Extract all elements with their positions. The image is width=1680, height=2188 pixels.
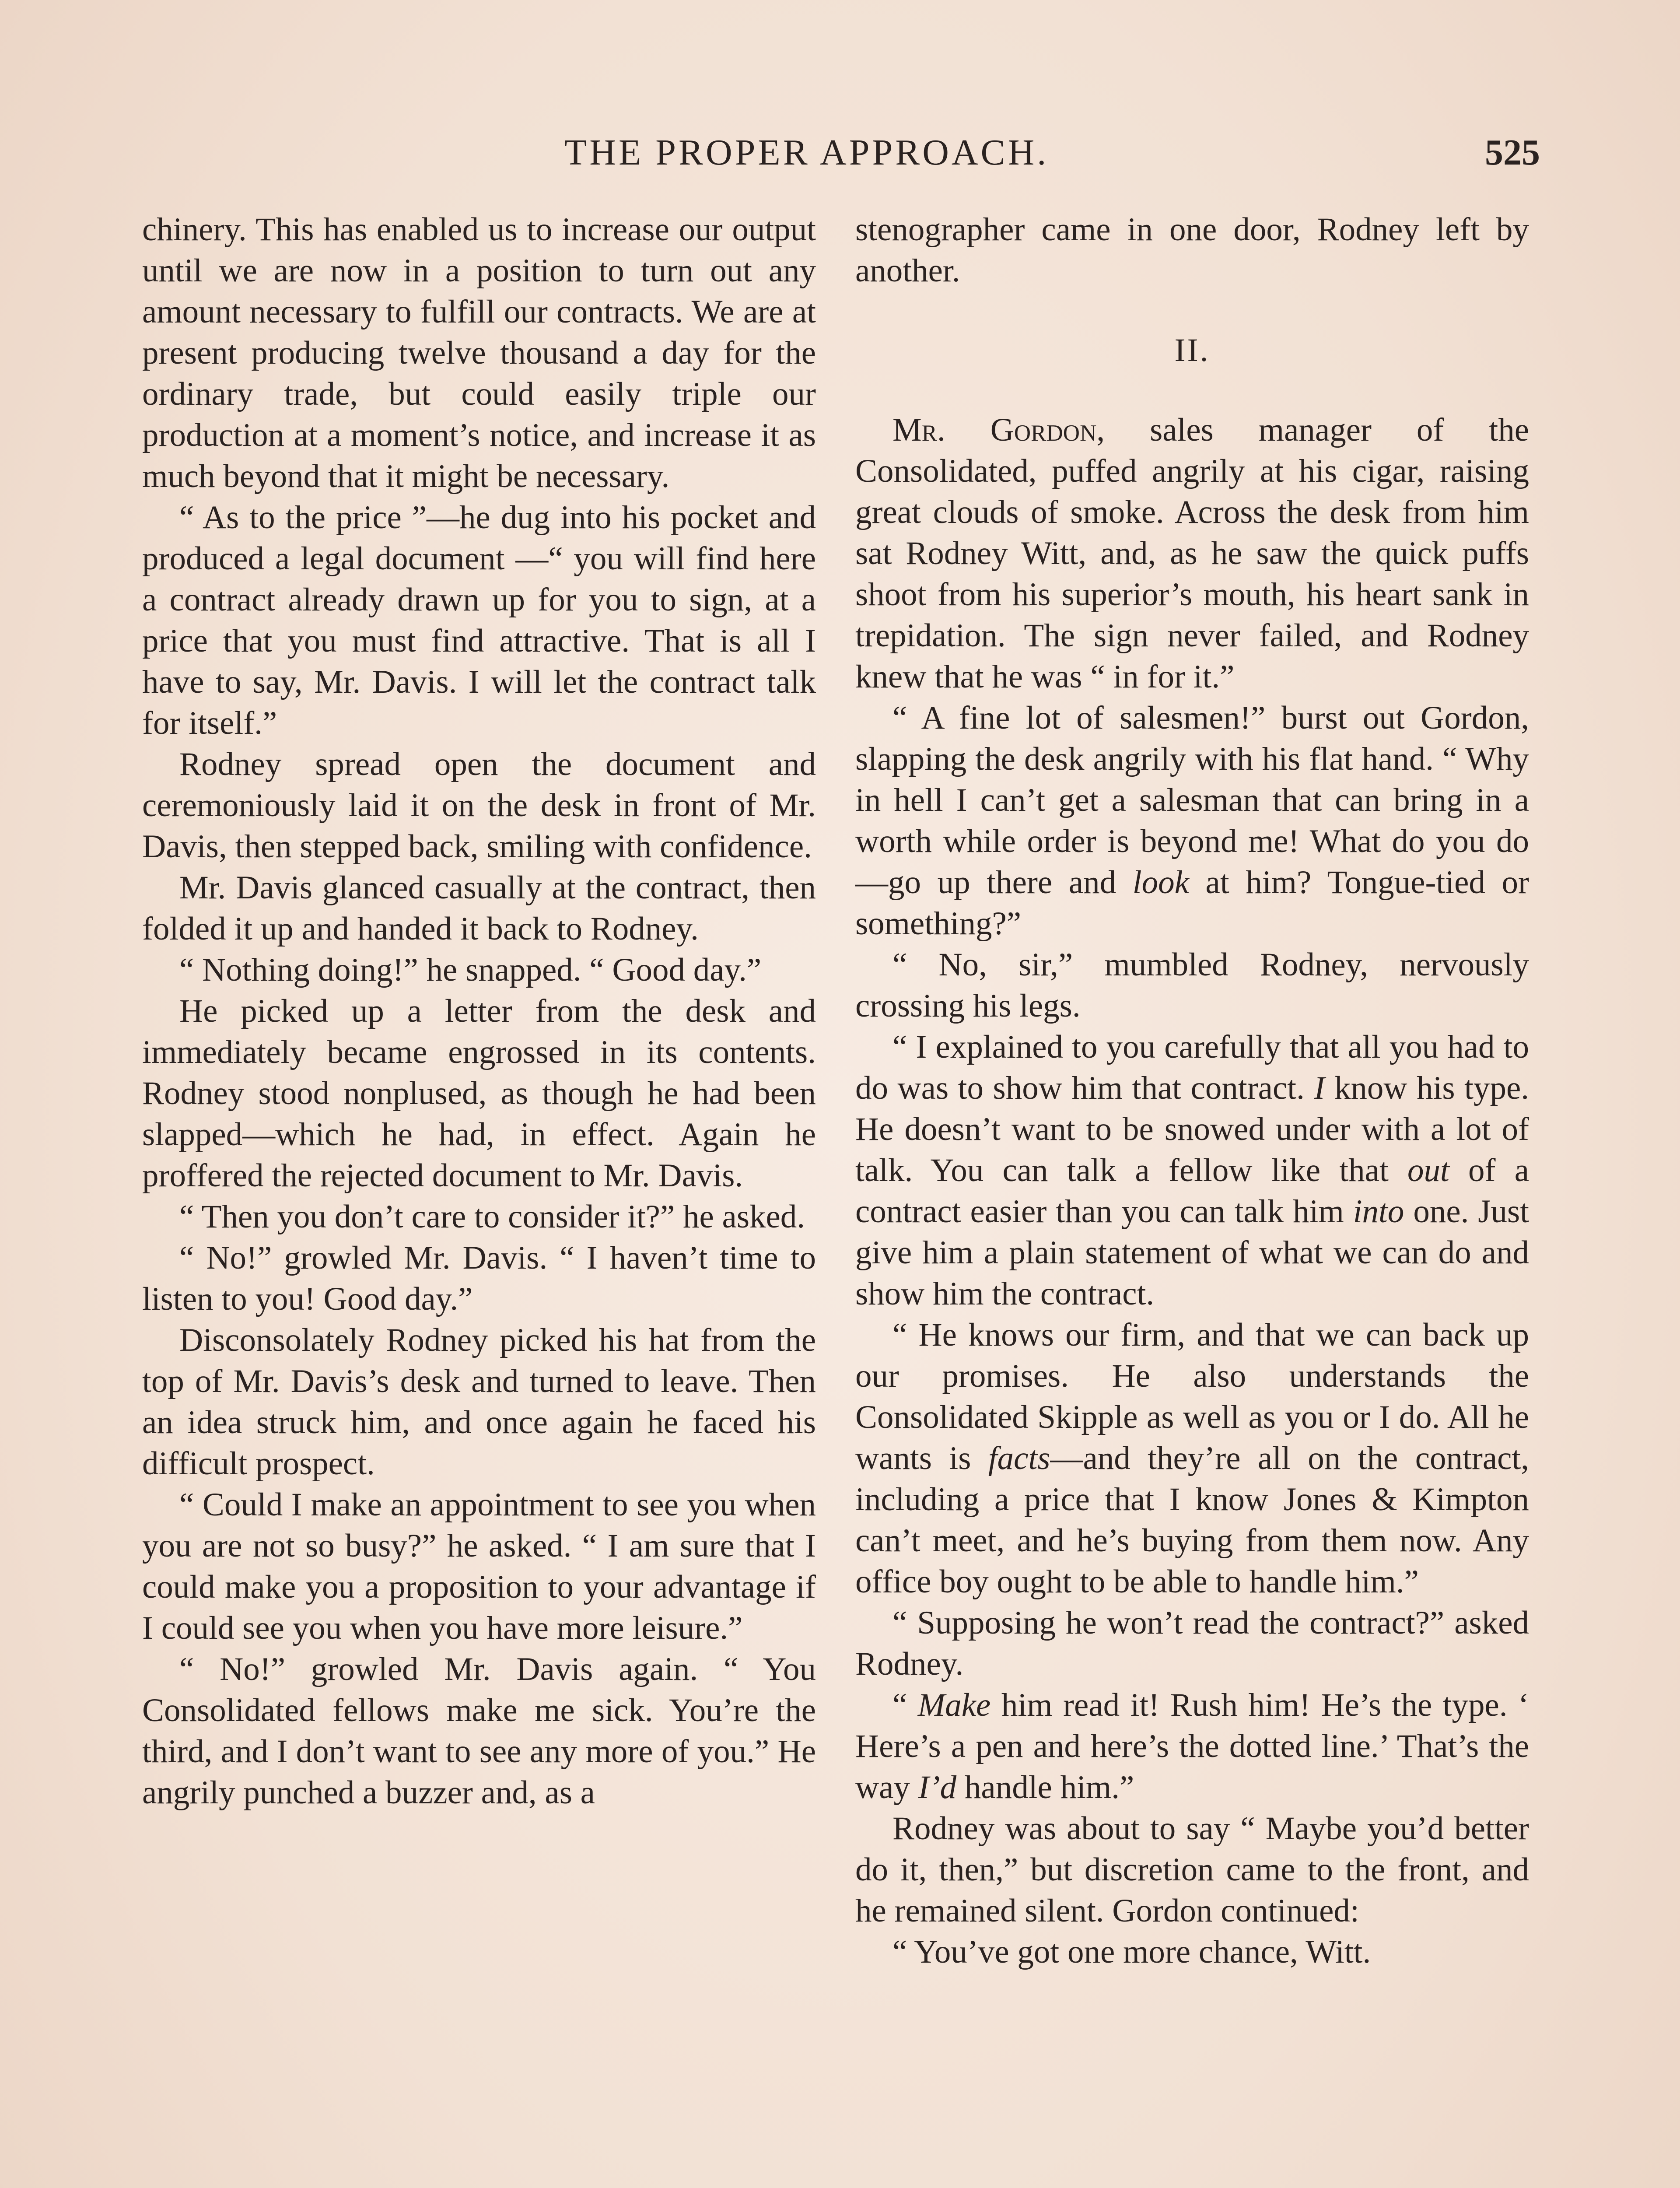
paragraph-text: —and they’re all on the contract, including a price that I know Jones & Kimpton can’t meet, and he’s buying from them now. Any office boy ought to be able to handle him.” [855, 1440, 1529, 1600]
paragraph-text: “ A fine lot of salesmen!” burst out Gordon, slapping the desk angrily with his flat hand. “ Why in hell I can’t get a salesman that can bring in a worth while order is beyond me! What do you do—go up there and [855, 700, 1529, 901]
paragraph-text: , sales manager of the Consolidated, puffed angrily at his cigar, raising great clouds of smoke. Across the desk from him sat Rodney Witt, and, as he saw the quick puffs shoot from his superior’s mouth, his heart sank in trepidation. The sign never failed, and Rodney knew that he was “ in for it.” [855, 412, 1529, 695]
paragraph [855, 1315, 1529, 1602]
emphasis: look [1132, 864, 1189, 901]
character-name: Mr. Gordon [892, 412, 1097, 448]
page-number: 525 [1485, 132, 1540, 173]
paragraph-text: “ I explained to you carefully that all you had to do was to show him that contract. [855, 1029, 1529, 1106]
paragraph: Disconsolately Rodney picked his hat from the top of Mr. Davis’s desk and turned to leave. Then an idea struck him, and once again he faced his difficult prospect. [142, 1322, 816, 1482]
paragraph-text: “ [892, 1687, 918, 1723]
paragraph: “ Nothing doing!” he snapped. “ Good day.” [179, 952, 762, 988]
paragraph: stenographer came in one door, Rodney left by another. [855, 211, 1529, 289]
paragraph: “ No!” growled Mr. Davis. “ I haven’t time to listen to you! Good day.” [142, 1240, 816, 1317]
paragraph-text: “ He knows our firm, and that we can back up our promises. He also understands the Consolidated Skipple as well as you or I do. All he wants is [855, 1317, 1529, 1476]
emphasis: out [1407, 1152, 1449, 1189]
emphasis: I [1314, 1070, 1325, 1106]
paragraph: “ Then you don’t care to consider it?” he asked. [179, 1199, 805, 1235]
paragraph: “ No, sir,” mumbled Rodney, nervously crossing his legs. [855, 947, 1529, 1024]
paragraph: chinery. This has enabled us to increase our output until we are now in a position to turn out any amount necessary to fulfill our contracts. We are at present producing twelve thousand a day for the ordinary trade, but could easily triple our production at a moment’s notice, and increase it as much beyond that it might be necessary. [142, 211, 816, 494]
paragraph: “ No!” growled Mr. Davis again. “ You Consolidated fellows make me sick. You’re the third, and I don’t want to see any more of you.” He angrily punched a buzzer and, as a [142, 1651, 816, 1811]
paragraph [855, 410, 1529, 698]
emphasis: facts [988, 1440, 1050, 1476]
paragraph-text: one. Just give him a plain statement of what we can do and show him the contract. [855, 1193, 1529, 1312]
paragraph-text: him read it! Rush him! He’s the type. ‘ Here’s a pen and here’s the dotted line.’ That’s the way [855, 1687, 1529, 1806]
paragraph-text: of a contract easier than you can talk him [855, 1152, 1529, 1230]
left-column [142, 209, 816, 1813]
paragraph: “ Could I make an appointment to see you when you are not so busy?” he asked. “ I am sure that I could make you a proposition to your advantage if I could see you when you have more leisure.” [142, 1487, 816, 1646]
paragraph-text: handle him.” [956, 1769, 1134, 1806]
paragraph: “ You’ve got one more chance, Witt. [892, 1934, 1371, 1970]
emphasis: Make [917, 1687, 991, 1723]
paragraph-text: know his type. He doesn’t want to be snowed under with a lot of talk. You can talk a fellow like that [855, 1070, 1529, 1189]
paragraph: He picked up a letter from the desk and immediately became engrossed in its contents. Rodney stood nonplused, as though he had been slapped—which he had, in effect. Again he proffered the rejected document to Mr. Davis. [142, 993, 816, 1194]
paragraph-text: at him? Tongue-tied or something?” [855, 864, 1529, 942]
running-head: THE PROPER APPROACH. [564, 132, 1049, 173]
section-heading: II. [1174, 332, 1210, 368]
right-column [855, 209, 1529, 1973]
emphasis: I’d [918, 1769, 957, 1806]
paragraph [855, 1685, 1529, 1808]
paragraph [855, 1027, 1529, 1315]
emphasis: into [1353, 1193, 1404, 1230]
paragraph: Rodney spread open the document and ceremoniously laid it on the desk in front of Mr. Davis, then stepped back, smiling with confidence. [142, 746, 816, 865]
paragraph: Rodney was about to say “ Maybe you’d better do it, then,” but discretion came to the front, and he remained silent. Gordon continued: [855, 1810, 1529, 1929]
paragraph: “ As to the price ”—he dug into his pocket and produced a legal document —“ you will find here a contract already drawn up for you to sign, at a price that you must find attractive. That is all I have to say, Mr. Davis. I will let the contract talk for itself.” [142, 499, 816, 741]
paragraph [855, 698, 1529, 944]
paragraph: “ Supposing he won’t read the contract?” asked Rodney. [855, 1605, 1529, 1682]
paragraph: Mr. Davis glanced casually at the contract, then folded it up and handed it back to Rodney. [142, 870, 816, 947]
page-header [140, 131, 1540, 179]
